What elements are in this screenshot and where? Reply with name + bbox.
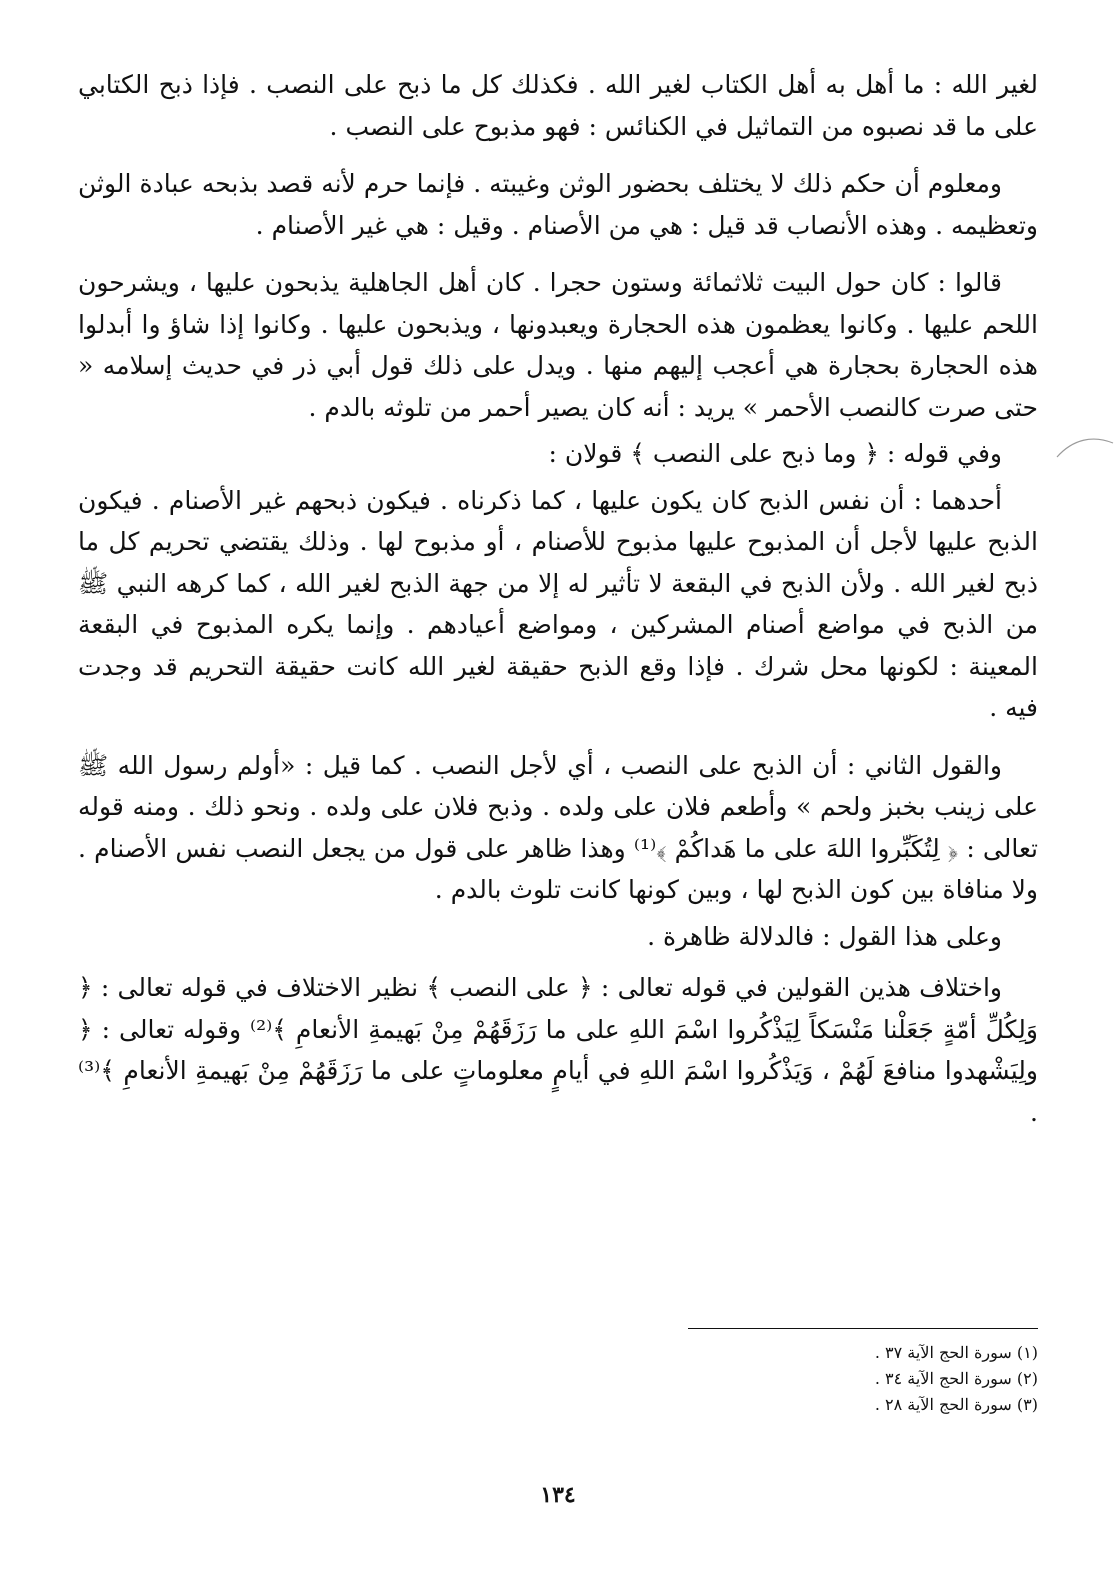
footnote-divider [688, 1328, 1038, 1329]
scan-mark-icon [1055, 425, 1115, 465]
body-paragraph-7: وعلى هذا القول : فالدلالة ظاهرة . [647, 921, 1002, 951]
body-paragraph-6: والقول الثاني : أن الذبح على النصب ، أي لأجل النصب . كما قيل : «أولم رسول الله ﷺ على زينب بخبز ولحم » وأطعم فلان على ولده . وذبح فلان على ولده . ونحو ذلك . ومنه قوله تعالى : ﴿ لِتُكَبِّروا اللهَ على ما هَداكُمْ ﴾⁽¹⁾ وهذا ظاهر على قول من يجعل النصب نفس الأصنام . ولا منافاة بين كون الذبح لها ، وبين كونها كانت تلوث بالدم . [78, 750, 1039, 904]
footnote-1: (١) سورة الحج الآية ٣٧ . [874, 1343, 1038, 1362]
footnote-2: (٢) سورة الحج الآية ٣٤ . [874, 1369, 1038, 1388]
body-paragraph-3: قالوا : كان حول البيت ثلاثمائة وستون حجرا . كان أهل الجاهلية يذبحون عليها ، ويشرحون اللحم عليها . وكانوا يعظمون هذه الحجارة ويعبدونها ، ويذبحون عليها . وكانوا إذا شاؤ وا أبدلوا هذه الحجارة بحجارة هي أعجب إليهم منها . ويدل على ذلك قول أبي ذر في حديث إسلامه « حتى صرت كالنصب الأحمر » يريد : أنه كان يصير أحمر من تلوثه بالدم . [78, 268, 1038, 422]
document-page [78, 64, 1038, 1544]
body-paragraph-5: أحدهما : أن نفس الذبح كان يكون عليها ، كما ذكرناه . فيكون ذبحهم غير الأصنام . فيكون الذبح عليها لأجل أن المذبوح عليها مذبوح للأصنام ، أو مذبوح لها . وذلك يقتضي تحريم كل ما ذبح لغير الله . ولأن الذبح في البقعة لا تأثير له إلا من جهة الذبح لغير الله ، كما كرهه النبي ﷺ من الذبح في مواضع أصنام المشركين ، ومواضع أعيادهم . وإنما يكره المذبوح في البقعة المعينة : لكونها محل شرك . فإذا وقع الذبح حقيقة لغير الله كانت حقيقة التحريم قد وجدت فيه . [78, 485, 1039, 722]
page-number: ١٣٤ [540, 1482, 576, 1508]
body-paragraph-2: ومعلوم أن حكم ذلك لا يختلف بحضور الوثن وغيبته . فإنما حرم لأنه قصد بذبحه عبادة الوثن وتعظيمه . وهذه الأنصاب قد قيل : هي من الأصنام . وقيل : هي غير الأصنام . [78, 169, 1038, 240]
body-paragraph-4: وفي قوله : ﴿ وما ذبح على النصب ﴾ قولان : [548, 439, 1002, 468]
footnotes-section [78, 1340, 1038, 1418]
footnote-3: (٣) سورة الحج الآية ٢٨ . [874, 1395, 1038, 1414]
body-paragraph-8: واختلاف هذين القولين في قوله تعالى : ﴿ على النصب ﴾ نظير الاختلاف في قوله تعالى : ﴿ وَلِكُلِّ أمّةٍ جَعَلْنا مَنْسَكاً لِيَذْكُروا اسْمَ اللهِ على ما رَزَقَهُمْ مِنْ بَهيمةِ الأنعامِ ﴾⁽²⁾ وقوله تعالى : ﴿ ولِيَشْهدوا منافعَ لَهُمْ ، وَيَذْكُروا اسْمَ اللهِ في أيامٍ معلوماتٍ على ما رَزَقَهُمْ مِنْ بَهيمةِ الأنعامِ ﴾⁽³⁾ . [78, 973, 1038, 1127]
body-paragraph-1: لغير الله : ما أهل به أهل الكتاب لغير الله . فكذلك كل ما ذبح على النصب . فإذا ذبح الكتابي على ما قد نصبوه من التماثيل في الكنائس : فهو مذبوح على النصب . [78, 70, 1038, 141]
